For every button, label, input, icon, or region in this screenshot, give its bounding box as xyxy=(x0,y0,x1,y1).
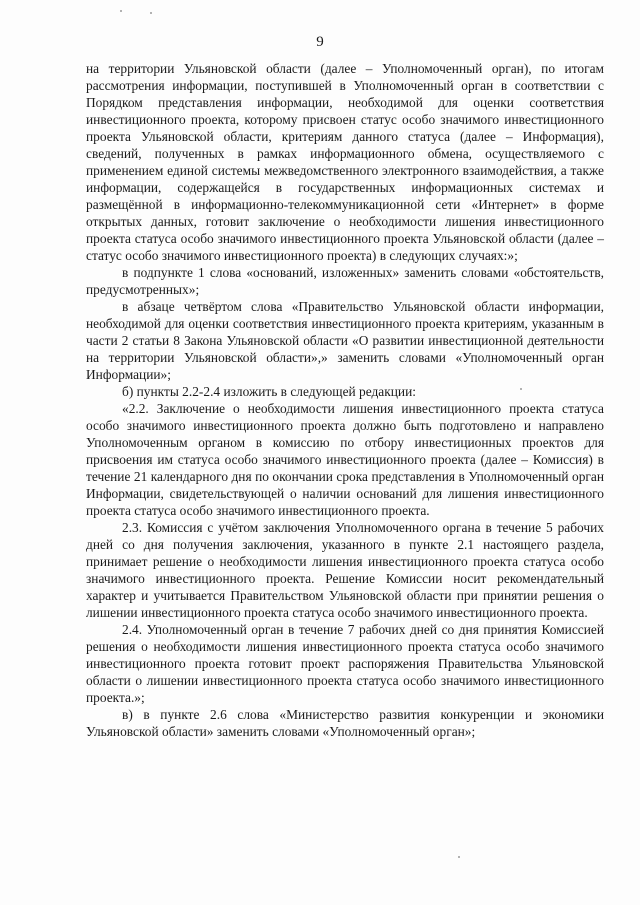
paragraph-points-heading: б) пункты 2.2-2.4 изложить в следующей редакции: xyxy=(122,384,416,399)
paragraph-point-2-3: 2.3. Комиссия с учётом заключения Уполномоченного органа в течение 5 рабочих дней со дня получения заключения, указанного в пункте 2.1 настоящего раздела, принимает решение о необходимости лишения инвестиционного проекта статуса особо значимого инвестиционного проекта. Решение Комиссии носит рекомендательный характер и учитывается Правительством Ульяновской области при принятии решения о лишении инвестиционного проекта статуса особо значимого инвестиционного проекта. xyxy=(86,520,604,620)
scan-speck xyxy=(120,10,122,12)
page-number: 9 xyxy=(316,34,324,50)
paragraph-point-2-2: «2.2. Заключение о необходимости лишения инвестиционного проекта статуса особо значимого инвестиционного проекта должно быть подготовлено и направлено Уполномоченным органом в комиссию по отбору инвестиционных проектов для присвоения им статуса особо значимого инвестиционного проекта (далее – Комиссия) в течение 21 календарного дня по окончании срока представления в Уполномоченный орган Информации, свидетельствующей о наличии оснований для лишения инвестиционного проекта статуса особо значимого инвестиционного проекта. xyxy=(86,401,604,518)
paragraph-subpoint-1: в подпункте 1 слова «оснований, изложенных» заменить словами «обстоятельств, предусмотренных»; xyxy=(86,265,604,297)
paragraph-fourth-abzac: в абзаце четвёртом слова «Правительство Ульяновской области информации, необходимой для оценки соответствия инвестиционного проекта критериям, указанным в части 2 статьи 8 Закона Ульяновской области «О развитии инвестиционной деятельности на территории Ульяновской области»,» заменить словами «Уполномоченный орган Информации»; xyxy=(86,299,604,382)
scan-speck xyxy=(458,856,460,858)
document-body xyxy=(86,60,604,740)
scan-speck xyxy=(520,388,522,390)
paragraph-intro-continuation: на территории Ульяновской области (далее – Уполномоченный орган), по итогам рассмотрения информации, поступившей в Уполномоченный орган в соответствии с Порядком представления информации, необходимой для оценки соответствия инвестиционного проекта, которому присвоен статус особо значимого инвестиционного проекта Ульяновской области, критериям данного статуса (далее – Информация), сведений, полученных в рамках информационного обмена, осуществляемого с применением единой системы межведомственного электронного взаимодействия, а также информации, содержащейся в государственных информационных системах и размещённой в информационно-телекоммуникационной сети «Интернет» в форме открытых данных, готовит заключение о необходимости лишения инвестиционного проекта статуса особо значимого инвестиционного проекта Ульяновской области (далее – статус особо значимого инвестиционного проекта) в следующих случаях:»; xyxy=(86,61,604,263)
paragraph-point-2-4: 2.4. Уполномоченный орган в течение 7 рабочих дней со дня принятия Комиссией решения о необходимости лишения инвестиционного проекта статуса особо значимого инвестиционного проекта готовит проект распоряжения Правительства Ульяновской области о лишении инвестиционного проекта статуса особо значимого инвестиционного проекта.»; xyxy=(86,622,604,705)
paragraph-point-2-6: в) в пункте 2.6 слова «Министерство развития конкуренции и экономики Ульяновской области» заменить словами «Уполномоченный орган»; xyxy=(86,707,604,739)
scan-speck xyxy=(150,12,152,14)
